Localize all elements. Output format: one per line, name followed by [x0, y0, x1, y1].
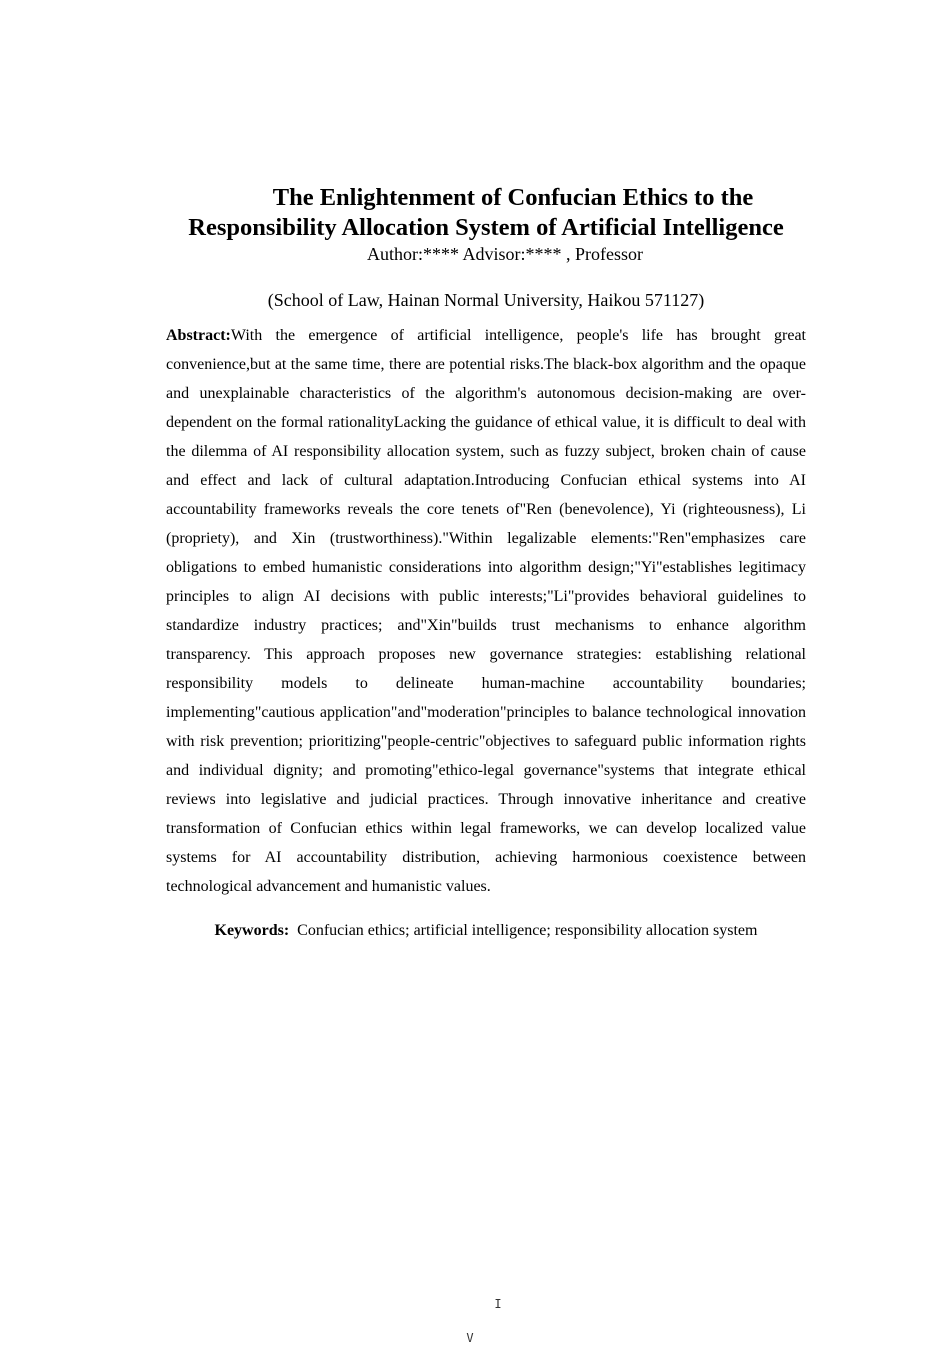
keywords-text: Confucian ethics; artificial intelligence; responsibility allocation system: [297, 922, 758, 939]
title-line-1: The Enlightenment of Confucian Ethics to the: [272, 184, 754, 211]
page-number: I: [494, 1297, 502, 1311]
author-line: Author:**** Advisor:**** , Professor: [367, 244, 643, 264]
abstract: [166, 321, 806, 901]
keywords: [166, 919, 806, 943]
affiliation: (School of Law, Hainan Normal University, Haikou 571127): [267, 290, 705, 310]
keywords-label: Keywords:: [214, 922, 290, 939]
abstract-text: With the emergence of artificial intelligence, people's life has brought great convenience,but at the same time, there are potential risks.The black-box algorithm and the opaque and unexplainable characteristics of the algorithm's autonomous decision-making are over-dependent on the formal rationalityLacking the guidance of ethical value, it is difficult to deal with the dilemma of AI responsibility allocation system, such as fuzzy subject, broken chain of cause and effect and lack of cultural adaptation.Introducing Confucian ethical systems into AI accountability frameworks reveals the core tenets of"Ren (benevolence), Yi (righteousness), Li (propriety), and Xin (trustworthiness)."Within legalizable elements:"Ren"emphasizes care obligations to embed humanistic considerations into algorithm design;"Yi"establishes legitimacy principles to align AI decisions with public interests;"Li"provides behavioral guidelines to standardize industry practices; and"Xin"builds trust mechanisms to enhance algorithm transparency. This approach proposes new governance strategies: establishing relational responsibility models to delineate human-machine accountability boundaries; implementing"cautious application"and"moderation"principles to balance technological innovation with risk prevention; prioritizing"people-centric"objectives to safeguard public information rights and individual dignity; and promoting"ethico-legal governance"systems that integrate ethical reviews into legislative and judicial practices. Through innovative inheritance and creative transformation of Confucian ethics within legal frameworks, we can develop localized value systems for AI accountability distribution, achieving harmonious coexistence between technological advancement and humanistic values.: [166, 327, 806, 895]
abstract-label: Abstract:: [166, 327, 231, 344]
page-marker: V: [466, 1331, 474, 1345]
title-line-2: Responsibility Allocation System of Artificial Intelligence: [188, 214, 784, 241]
